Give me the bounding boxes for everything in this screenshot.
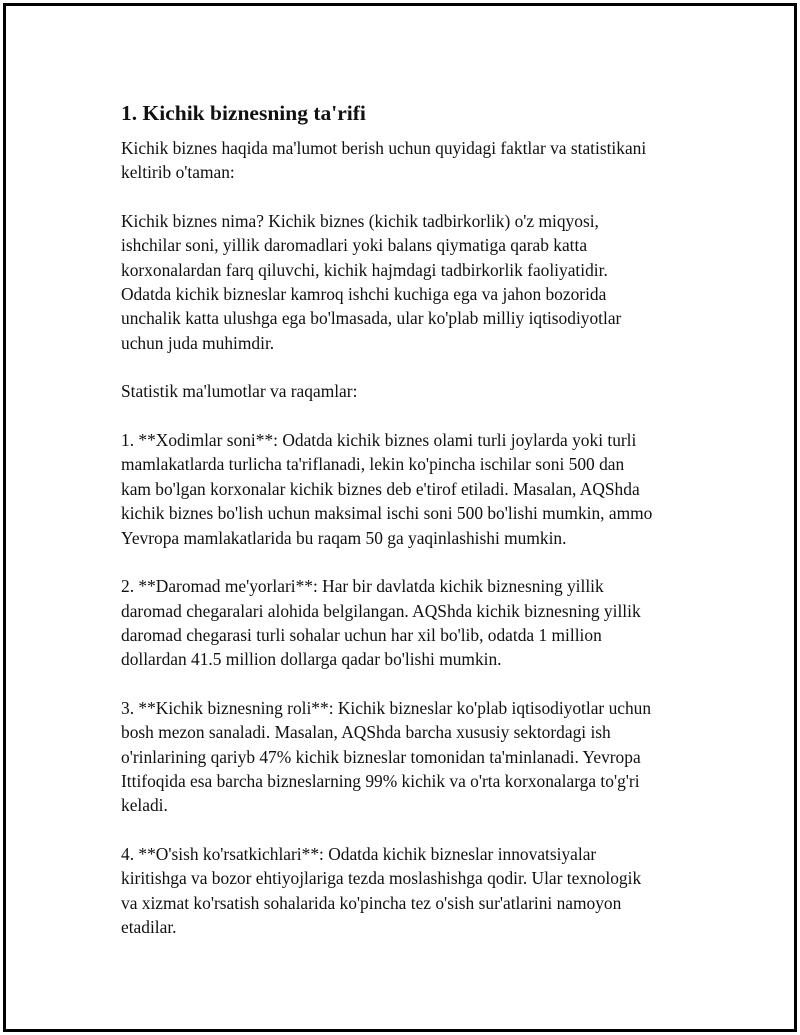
text-line: unchalik katta ulushga ega bo'lmasada, ular ko'plab milliy iqtisodiyotlar (121, 308, 622, 329)
paragraph (121, 209, 701, 355)
text-line: Statistik ma'lumotlar va raqamlar: (121, 381, 358, 402)
text-line: Ittifoqida esa barcha bizneslarning 99% kichik va o'rta korxonalarga to'g'ri (121, 770, 640, 791)
paragraph (121, 574, 701, 671)
text-line: daromad chegarasi turli sohalar uchun har xil bo'lib, odatda 1 million (121, 624, 602, 645)
text-line: Kichik biznes haqida ma'lumot berish uchun quyidagi faktlar va statistikani (121, 138, 647, 158)
text-line: keltirib o'taman: (121, 162, 235, 183)
text-line: daromad chegaralari alohida belgilangan. AQShda kichik biznesning yillik (121, 600, 641, 621)
text-line: 2. **Daromad me'yorlari**: Har bir davlatda kichik biznesning yillik (121, 576, 604, 597)
text-line: uchun juda muhimdir. (121, 332, 275, 353)
text-line: 3. **Kichik biznesning roli**: Kichik bizneslar ko'plab iqtisodiyotlar uchun (121, 697, 652, 718)
text-line: o'rinlarining qariyb 47% kichik bizneslar tomonidan ta'minlanadi. Yevropa (121, 746, 641, 767)
paragraph (121, 136, 701, 185)
paragraph (121, 379, 701, 403)
text-line: kichik biznes bo'lish uchun maksimal ischi soni 500 bo'lishi mumkin, ammo (121, 503, 653, 524)
text-line: 4. **O'sish ko'rsatkichlari**: Odatda kichik bizneslar innovatsiyalar (121, 843, 597, 864)
text-line: dollardan 41.5 million dollarga qadar bo'lishi mumkin. (121, 649, 502, 670)
text-line: korxonalardan farq qiluvchi, kichik hajmdagi tadbirkorlik faoliyatidir. (121, 259, 608, 280)
paragraph (121, 428, 701, 550)
text-line: Odatda kichik bizneslar kamroq ishchi kuchiga ega va jahon bozorida (121, 284, 607, 305)
text-line: bosh mezon sanaladi. Masalan, AQShda barcha xususiy sektordagi ish (121, 722, 611, 743)
document-body (121, 99, 701, 964)
paragraph (121, 842, 701, 939)
text-line: va xizmat ko'rsatish sohalarida ko'pincha tez o'sish sur'atlarini namoyon (121, 892, 622, 913)
page-frame (3, 3, 797, 1032)
paragraph (121, 696, 701, 818)
text-line: 1. **Xodimlar soni**: Odatda kichik biznes olami turli joylarda yoki turli (121, 430, 637, 451)
section-heading: 1. Kichik biznesning ta'rifi (121, 101, 366, 125)
text-line: keladi. (121, 795, 168, 816)
text-line: etadilar. (121, 917, 177, 937)
paragraph-list (121, 136, 701, 939)
text-line: Yevropa mamlakatlarida bu raqam 50 ga yaqinlashishi mumkin. (121, 527, 567, 548)
text-line: ishchilar soni, yillik daromadlari yoki balans qiymatiga qarab katta (121, 235, 588, 256)
text-line: mamlakatlarda turlicha ta'riflanadi, lekin ko'pincha ischilar soni 500 dan (121, 454, 625, 475)
text-line: kiritishga va bozor ehtiyojlariga tezda moslashishga qodir. Ular texnologik (121, 868, 642, 889)
text-line: kam bo'lgan korxonalar kichik biznes deb e'tirof etiladi. Masalan, AQShda (121, 478, 640, 499)
text-line: Kichik biznes nima? Kichik biznes (kichik tadbirkorlik) o'z miqyosi, (121, 211, 599, 232)
